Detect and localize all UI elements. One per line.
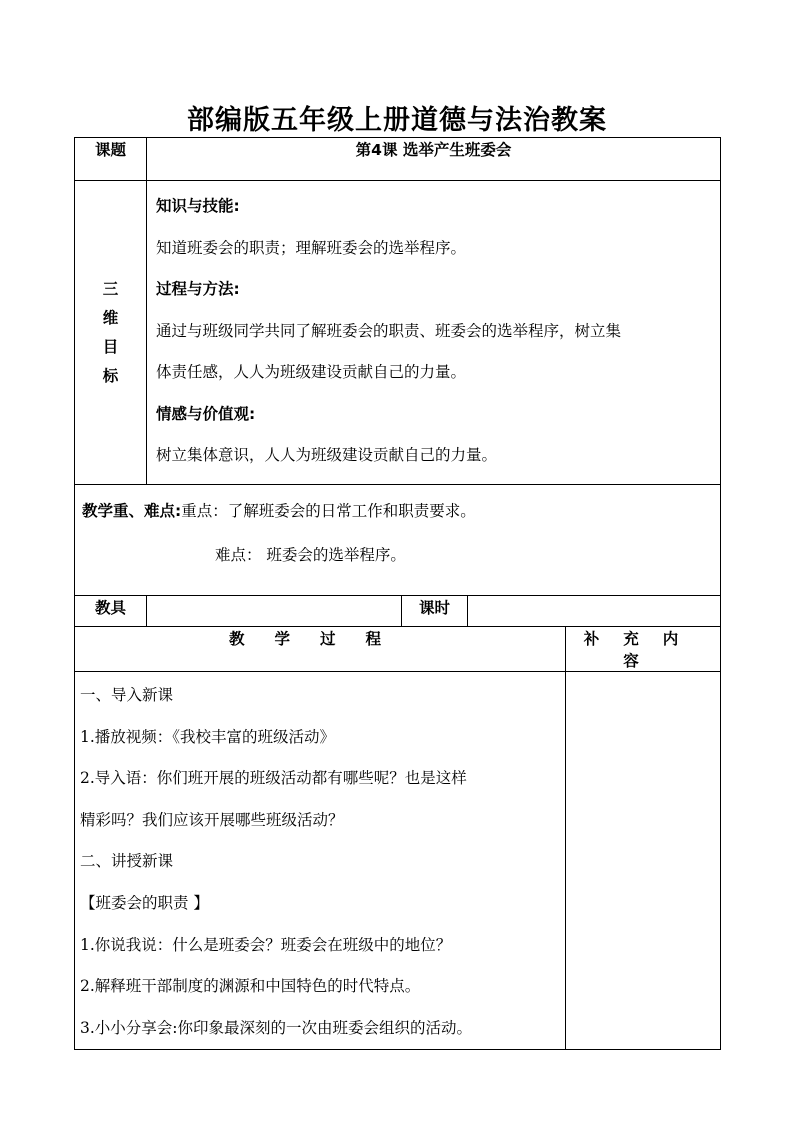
goal-line: 体责任感，人人为班级建设贡献自己的力量。 xyxy=(156,363,467,381)
process-line: 2.解释班干部制度的渊源和中国特色的时代特点。 xyxy=(80,977,421,996)
hours-value xyxy=(468,596,721,627)
supplement-header xyxy=(566,627,721,672)
goal-heading: 情感与价值观: xyxy=(156,404,256,423)
process-header xyxy=(75,627,566,672)
goals-side-label xyxy=(75,181,147,485)
process-line: 1.播放视频：《我校丰富的班级活动》 xyxy=(80,727,336,746)
key-points-content xyxy=(75,485,721,596)
goals-side-char: 维 xyxy=(102,308,119,327)
process-line: 【班委会的职责 】 xyxy=(80,893,209,912)
key-points-label: 教学重、难点: xyxy=(82,502,182,520)
process-line: 一、导入新课 xyxy=(80,686,174,704)
process-header-row xyxy=(75,627,721,672)
supplement-header-label: 补充内容 xyxy=(583,630,703,670)
goals-row xyxy=(75,181,721,485)
goal-heading: 知识与技能: xyxy=(156,197,240,215)
page-title: 部编版五年级上册道德与法治教案 xyxy=(187,105,607,136)
key-point-primary: 重点：了解班委会的日常工作和职责要求。 xyxy=(181,502,476,520)
tools-label: 教具 xyxy=(75,596,147,627)
process-line: 二、讲授新课 xyxy=(80,852,174,871)
process-line: 2.导入语：你们班开展的班级活动都有哪些呢？也是这样 xyxy=(80,769,467,788)
process-line: 1.你说我说：什么是班委会？班委会在班级中的地位？ xyxy=(80,935,452,954)
tools-row xyxy=(75,596,721,627)
goals-side-char: 三 xyxy=(102,279,119,298)
lesson-value: 第4课 选举产生班委会 xyxy=(147,138,721,181)
hours-label: 课时 xyxy=(402,596,468,627)
lesson-row xyxy=(75,138,721,181)
lesson-plan-table xyxy=(74,137,721,1050)
goals-content xyxy=(147,181,721,485)
process-line: 精彩吗？我们应该开展哪些班级活动？ xyxy=(80,810,344,829)
supplement-content xyxy=(566,672,721,1050)
goal-line: 知道班委会的职责；理解班委会的选举程序。 xyxy=(156,238,467,257)
process-header-label: 教学过程 xyxy=(228,630,411,648)
process-content xyxy=(75,672,566,1050)
goal-line: 树立集体意识，人人为班级建设贡献自己的力量。 xyxy=(156,446,498,464)
key-points-row xyxy=(75,485,721,596)
key-point-difficult: 难点： 班委会的选举程序。 xyxy=(215,546,406,564)
process-row xyxy=(75,672,721,1050)
goal-heading: 过程与方法: xyxy=(156,280,240,298)
goals-side-char: 目 xyxy=(102,337,119,356)
lesson-label: 课题 xyxy=(75,138,147,181)
tools-value xyxy=(147,596,402,627)
goal-line: 通过与班级同学共同了解班委会的职责、班委会的选举程序，树立集 xyxy=(156,321,622,340)
process-line: 3.小小分享会:你印象最深刻的一次由班委会组织的活动。 xyxy=(80,1018,473,1037)
goals-side-char: 标 xyxy=(102,366,119,385)
